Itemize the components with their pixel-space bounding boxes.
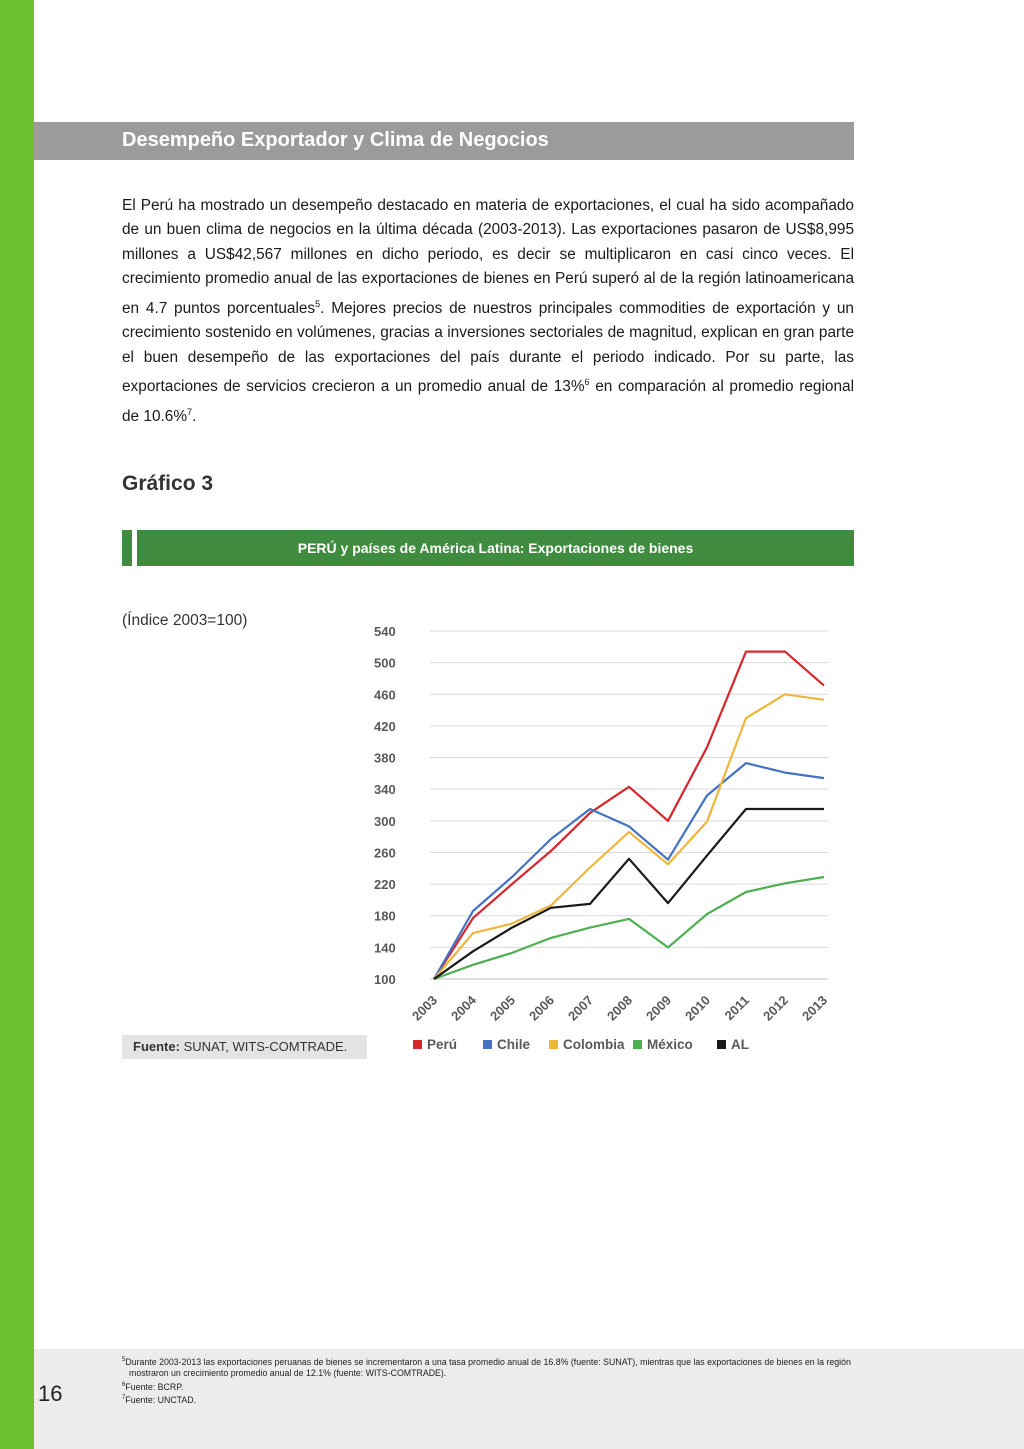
source-label: Fuente: [133,1039,180,1054]
legend-swatch-chile [483,1040,492,1049]
source-text: SUNAT, WITS-COMTRADE. [179,1039,348,1054]
y-tick-label-180: 180 [374,908,396,924]
footnote-6-text: Fuente: BCRP. [125,1381,184,1392]
footnote-ref-6: 6 [584,376,590,387]
page-number: 16 [38,1381,63,1406]
x-tick-label-2006: 2006 [526,992,558,1024]
y-tick-label-460: 460 [374,687,396,703]
body-paragraph [122,194,854,429]
x-tick-label-2009: 2009 [643,992,675,1024]
y-tick-label-100: 100 [374,972,396,987]
y-tick-label-300: 300 [374,813,396,829]
footnote-5-text: Durante 2003-2013 las exportaciones peruanas de bienes se incrementaron a una tasa promedio anual de 16.8% (fuente: SUNAT), mientras que las exportaciones de bienes en la región mostraron un crecimiento promedio anual de 12.1% (fuente: WITS-COMTRADE). [125,1356,851,1379]
body-text-part-1: El Perú ha mostrado un desempeño destacado en materia de exportaciones, el cual ha sido acompañado de un buen clima de negocios en la última década (2003-2013). Las exportaciones pasaron de US$8,995 millones a US$42,567 millones en dicho periodo, es decir se multiplicaron en casi cinco veces. El crecimiento promedio anual de las exportaciones de bienes en Perú superó al de la región latinoamericana en 4.7 puntos porcentuales [122,197,854,317]
x-tick-label-2010: 2010 [682,992,714,1024]
legend-swatch-al [717,1040,726,1049]
footnotes [122,1355,857,1406]
x-tick-label-2008: 2008 [604,992,636,1024]
legend-label-chile: Chile [497,1037,531,1052]
y-tick-label-500: 500 [374,655,396,671]
graphic-title: Gráfico 3 [122,472,214,495]
series-line-colombia [434,694,824,979]
footnote-ref-7: 7 [187,406,193,417]
legend-swatch-colombia [549,1040,558,1049]
x-tick-label-2007: 2007 [565,992,597,1024]
chart-banner: PERÚ y países de América Latina: Exportaciones de bienes [137,530,854,566]
y-tick-label-220: 220 [374,877,396,893]
x-tick-label-2013: 2013 [799,992,831,1024]
legend-label-méxico: México [647,1037,693,1052]
legend-label-colombia: Colombia [563,1037,625,1052]
series-line-chile [434,763,824,979]
x-tick-label-2005: 2005 [487,992,519,1024]
y-tick-label-540: 540 [374,624,396,639]
left-accent-bar [0,0,34,1449]
line-chart [360,612,840,1072]
y-tick-label-140: 140 [374,940,396,956]
section-header [34,122,854,160]
footnote-6 [122,1380,857,1393]
body-text-part-2: . Mejores precios de nuestros principales commodities de exportación y un crecimiento sostenido en volúmenes, gracias a inversiones sectoriales de magnitud, explican en gran parte el buen desempeño de las exportaciones del país durante el periodo indicado. Por su parte, las exportaciones de servicios crecieron a un promedio anual de 13% [122,299,854,396]
footnote-5-number: 5 [122,1357,126,1363]
x-tick-label-2011: 2011 [721,992,753,1024]
footnote-5 [122,1355,857,1380]
index-label: (Índice 2003=100) [122,612,248,629]
legend-swatch-méxico [633,1040,642,1049]
body-text-part-3: en comparación al promedio regional de 10.6% [122,378,855,425]
source-note [122,1035,367,1059]
x-tick-label-2004: 2004 [448,992,480,1024]
series-line-perú [434,652,824,979]
y-tick-label-420: 420 [374,718,396,734]
legend-label-perú: Perú [427,1037,458,1052]
legend-swatch-perú [413,1040,422,1049]
footnote-7-number: 7 [122,1395,126,1402]
footnote-7-text: Fuente: UNCTAD. [125,1394,197,1405]
y-tick-label-380: 380 [374,750,396,766]
section-title: Desempeño Exportador y Clima de Negocios [122,129,549,151]
legend-label-al: AL [731,1037,749,1052]
x-tick-label-2003: 2003 [409,992,441,1024]
footnote-7 [122,1393,857,1406]
footnote-6-number: 6 [122,1381,126,1388]
y-tick-label-340: 340 [374,782,396,798]
footnote-ref-5: 5 [315,298,321,309]
body-text-part-4: . [192,407,197,425]
x-tick-label-2012: 2012 [760,992,792,1024]
y-tick-label-260: 260 [374,845,396,861]
banner-accent [122,530,132,566]
